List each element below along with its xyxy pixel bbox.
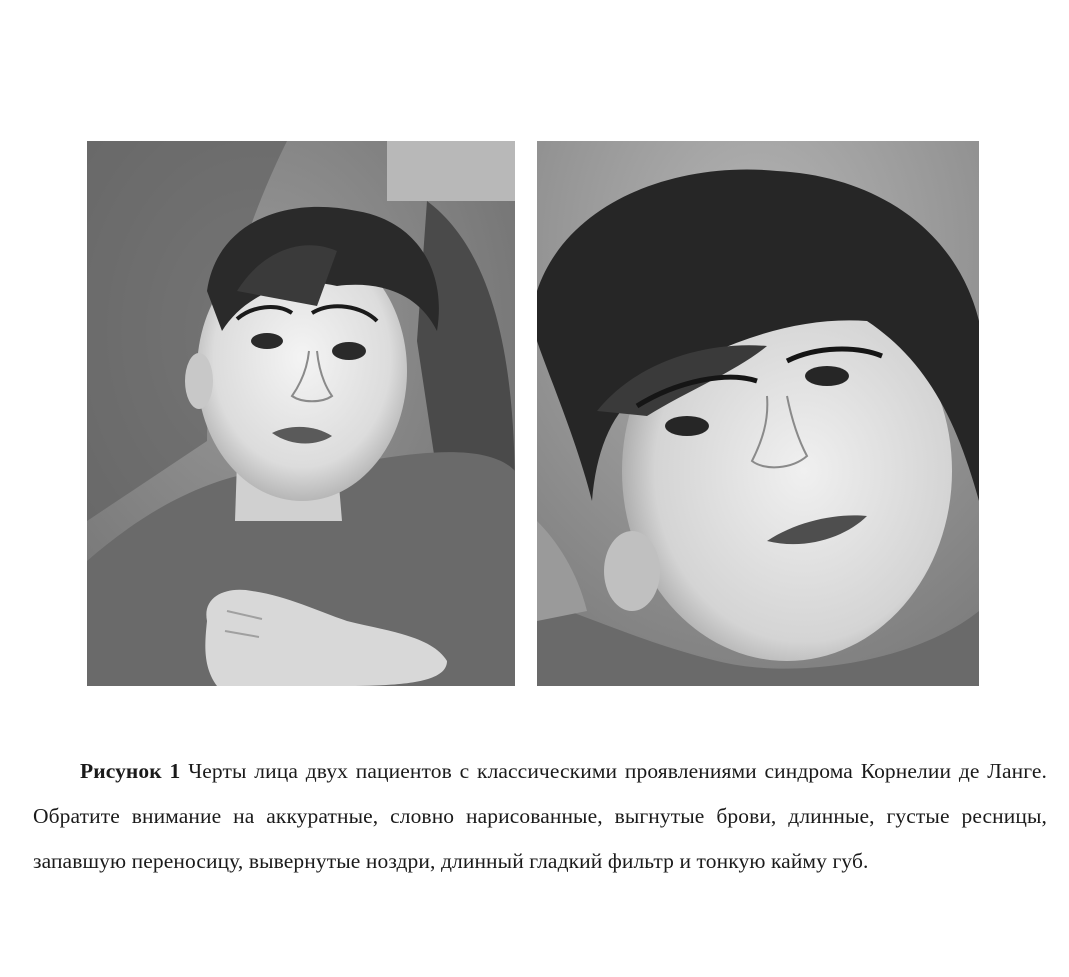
patient-photo-right (537, 141, 979, 686)
patient-photo-right-image (537, 141, 979, 686)
patient-photo-left (87, 141, 515, 686)
figure-label: Рисунок 1 (80, 758, 181, 783)
figure-caption (33, 749, 1047, 884)
caption-text: Черты лица двух пациентов с классическими проявлениями синдрома Корнелии де Ланге. Обратите внимание на аккуратные, словно нарисованные, выгнутые брови, длинные, густые ресницы, запавшую переносицу, вывернутые ноздри, длинный гладкий фильтр и тонкую кайму губ. (33, 758, 1047, 873)
patient-photo-left-image (87, 141, 515, 686)
